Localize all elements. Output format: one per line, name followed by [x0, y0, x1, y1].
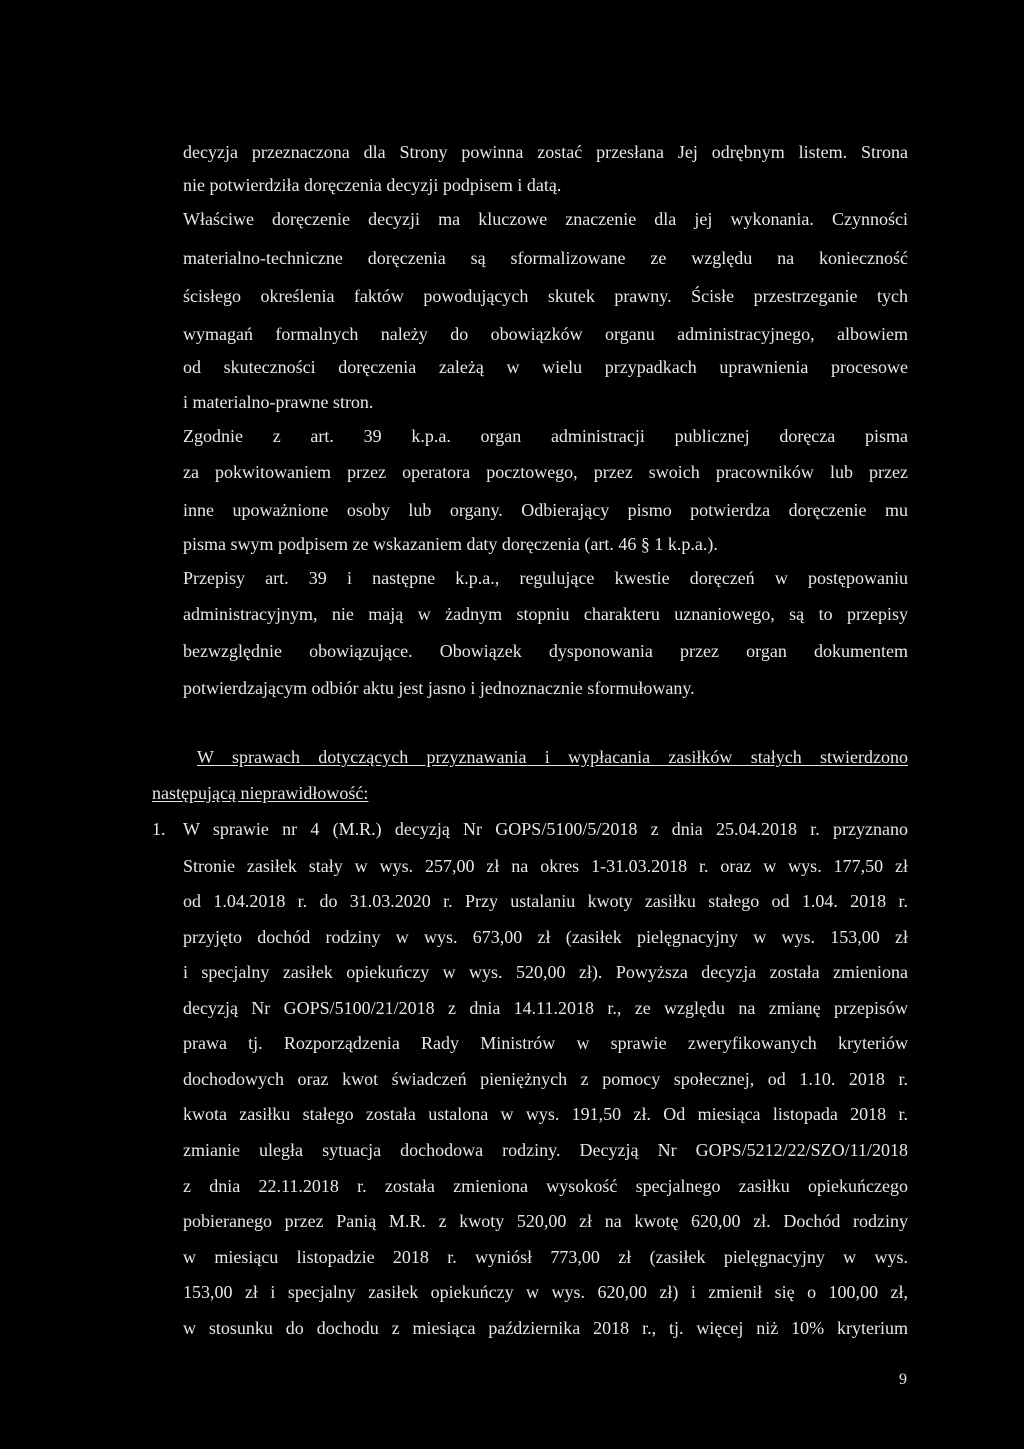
paragraph-line: od skuteczności doręczenia zależą w wielu przypadkach uprawnienia procesowe	[183, 357, 908, 377]
list-item-line: Stronie zasiłek stały w wys. 257,00 zł na okres 1-31.03.2018 r. oraz w wys. 177,50 zł	[183, 856, 908, 876]
section-heading: następującą nieprawidłowość:	[152, 783, 369, 803]
list-item-line: pobieranego przez Panią M.R. z kwoty 520,00 zł na kwotę 620,00 zł. Dochód rodziny	[183, 1211, 908, 1231]
list-item-line: W sprawie nr 4 (M.R.) decyzją Nr GOPS/5100/5/2018 z dnia 25.04.2018 r. przyznano	[183, 819, 908, 839]
paragraph-line: za pokwitowaniem przez operatora pocztowego, przez swoich pracowników lub przez	[183, 462, 908, 482]
list-item-line: w stosunku do dochodu z miesiąca października 2018 r., tj. więcej niż 10% kryterium	[183, 1318, 908, 1338]
list-item-line: kwota zasiłku stałego została ustalona w wys. 191,50 zł. Od miesiąca listopada 2018 r.	[183, 1104, 908, 1124]
list-item-line: przyjęto dochód rodziny w wys. 673,00 zł (zasiłek pielęgnacyjny w wys. 153,00 zł	[183, 927, 908, 947]
list-item-line: decyzją Nr GOPS/5100/21/2018 z dnia 14.11.2018 r., ze względu na zmianę przepisów	[183, 998, 908, 1018]
paragraph-line: administracyjnym, nie mają w żadnym stopniu charakteru uznaniowego, są to przepisy	[183, 604, 908, 624]
paragraph-line: Zgodnie z art. 39 k.p.a. organ administracji publicznej doręcza pisma	[183, 426, 908, 446]
list-number: 1.	[152, 819, 166, 839]
paragraph-line: i materialno-prawne stron.	[183, 392, 374, 412]
list-item-line: z dnia 22.11.2018 r. została zmieniona wysokość specjalnego zasiłku opiekuńczego	[183, 1176, 908, 1196]
paragraph-line: ścisłego określenia faktów powodujących skutek prawny. Ścisłe przestrzeganie tych	[183, 286, 908, 306]
list-item-line: zmianie uległa sytuacja dochodowa rodziny. Decyzją Nr GOPS/5212/22/SZO/11/2018	[183, 1140, 908, 1160]
list-item-line: dochodowych oraz kwot świadczeń pieniężnych z pomocy społecznej, od 1.10. 2018 r.	[183, 1069, 908, 1089]
paragraph-line: pisma swym podpisem ze wskazaniem daty doręczenia (art. 46 § 1 k.p.a.).	[183, 534, 718, 554]
paragraph-line: inne upoważnione osoby lub organy. Odbierający pismo potwierdza doręczenie mu	[183, 500, 908, 520]
paragraph-line: bezwzględnie obowiązujące. Obowiązek dysponowania przez organ dokumentem	[183, 641, 908, 661]
paragraph-line: materialno-techniczne doręczenia są sformalizowane ze względu na konieczność	[183, 248, 908, 268]
page-number: 9	[899, 1371, 907, 1388]
paragraph-line: potwierdzającym odbiór aktu jest jasno i jednoznacznie sformułowany.	[183, 678, 695, 698]
list-item-line: w miesiącu listopadzie 2018 r. wyniósł 773,00 zł (zasiłek pielęgnacyjny w wys.	[183, 1247, 908, 1267]
list-item-line: 153,00 zł i specjalny zasiłek opiekuńczy w wys. 620,00 zł) i zmienił się o 100,00 zł,	[183, 1282, 908, 1302]
section-heading: W sprawach dotyczących przyznawania i wypłacania zasiłków stałych stwierdzono	[197, 747, 908, 767]
paragraph-line: Przepisy art. 39 i następne k.p.a., regulujące kwestie doręczeń w postępowaniu	[183, 568, 908, 588]
paragraph-line: decyzja przeznaczona dla Strony powinna zostać przesłana Jej odrębnym listem. Strona	[183, 142, 908, 162]
list-item-line: i specjalny zasiłek opiekuńczy w wys. 520,00 zł). Powyższa decyzja została zmieniona	[183, 962, 908, 982]
paragraph-line: wymagań formalnych należy do obowiązków organu administracyjnego, albowiem	[183, 324, 908, 344]
list-item-line: prawa tj. Rozporządzenia Rady Ministrów w sprawie zweryfikowanych kryteriów	[183, 1033, 908, 1053]
list-item-line: od 1.04.2018 r. do 31.03.2020 r. Przy ustalaniu kwoty zasiłku stałego od 1.04. 2018 r.	[183, 891, 908, 911]
paragraph-line: nie potwierdziła doręczenia decyzji podpisem i datą.	[183, 175, 562, 195]
paragraph-line: Właściwe doręczenie decyzji ma kluczowe znaczenie dla jej wykonania. Czynności	[183, 209, 908, 229]
